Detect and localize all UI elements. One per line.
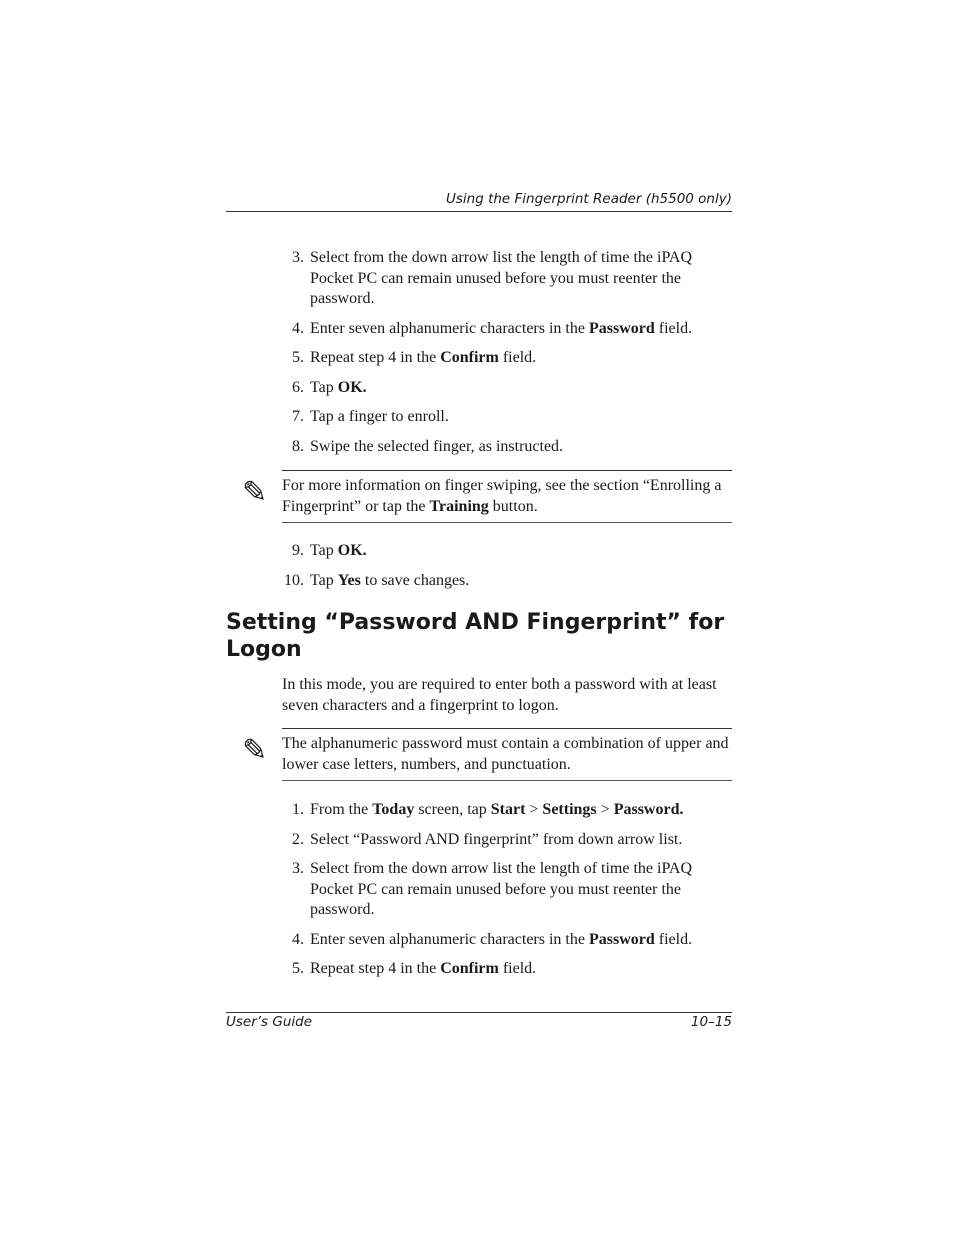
step-number: 7. — [292, 408, 304, 425]
text-run: field. — [654, 319, 693, 337]
note-text — [282, 734, 732, 775]
bold-term: Password. — [613, 801, 684, 818]
step-number: 9. — [292, 542, 304, 559]
list-item — [282, 437, 732, 458]
header-rule — [226, 211, 732, 212]
text-run: field. — [654, 930, 693, 948]
list-item — [282, 407, 732, 428]
pencil-icon: ✎ — [242, 475, 268, 510]
list-item — [282, 541, 732, 562]
step-text — [310, 542, 367, 559]
footer-title: User’s Guide — [226, 1014, 313, 1030]
step-text — [310, 379, 367, 396]
step-text — [310, 859, 720, 921]
step-text — [310, 960, 536, 977]
bold-term: Today — [372, 801, 415, 818]
note-box-2 — [242, 728, 732, 781]
text-run: Select “Password AND fingerprint” from down arrow list. — [310, 830, 683, 848]
step-number: 3. — [292, 860, 304, 877]
text-run: Repeat step 4 in the — [310, 349, 441, 366]
text-run: Enter seven alphanumeric characters in the — [310, 930, 589, 948]
running-head: Using the Fingerprint Reader (h5500 only) — [445, 191, 732, 207]
note-box-1 — [242, 470, 732, 523]
list-item — [282, 959, 732, 980]
text-run: Tap a finger to enroll. — [310, 408, 449, 425]
step-text — [310, 408, 449, 425]
text-run: Tap — [310, 542, 338, 559]
section-intro: In this mode, you are required to enter both a password with at least seven characters and a fingerprint to logon. — [282, 676, 717, 714]
step-number: 4. — [292, 319, 304, 337]
list-item — [282, 348, 732, 369]
text-run: > — [525, 801, 543, 818]
text-run: Enter seven alphanumeric characters in the — [310, 319, 589, 337]
step-list-c — [282, 800, 732, 980]
text-run: Swipe the selected finger, as instructed. — [310, 437, 564, 455]
list-item — [282, 248, 732, 310]
bold-term: Password — [588, 930, 655, 948]
text-run: The alphanumeric password must contain a combination of upper and lower case letters, numbers, and punctuation. — [282, 735, 729, 773]
text-run: field. — [498, 960, 537, 977]
step-text — [310, 320, 692, 337]
step-number: 1. — [292, 801, 304, 818]
step-number: 3. — [292, 249, 304, 266]
step-number: 4. — [292, 930, 304, 948]
bold-term: Confirm — [440, 349, 499, 366]
footer-rule — [226, 1012, 732, 1013]
text-run: Tap — [310, 571, 338, 589]
step-text — [310, 572, 469, 589]
step-number: 6. — [292, 378, 304, 396]
list-item — [282, 378, 732, 399]
text-run: For more information on finger swiping, see the section “Enrolling a Fingerprint” or tap the — [282, 477, 722, 515]
page-number: 10–15 — [690, 1014, 732, 1030]
pencil-icon: ✎ — [242, 733, 268, 768]
section-heading: Setting “Password AND Fingerprint” for Logon — [226, 610, 725, 662]
bold-term: Training — [429, 497, 489, 515]
step-number: 2. — [292, 830, 304, 848]
text-run: > — [596, 801, 614, 818]
list-item — [282, 571, 732, 592]
step-number: 5. — [292, 349, 304, 366]
step-text — [310, 349, 536, 366]
step-text — [310, 801, 683, 818]
bold-term: Start — [490, 801, 526, 818]
step-list-a — [282, 248, 732, 457]
note-rule-top — [282, 470, 732, 471]
bold-term: Yes — [337, 571, 361, 589]
text-run: From the — [310, 801, 373, 818]
step-text — [310, 831, 682, 848]
step-number: 5. — [292, 960, 304, 977]
bold-term: OK. — [337, 378, 367, 396]
note-text — [282, 476, 732, 517]
note-rule-bottom — [282, 522, 732, 523]
list-item — [282, 800, 732, 821]
text-run: Repeat step 4 in the — [310, 960, 441, 977]
text-run: screen, tap — [414, 801, 491, 818]
text-run: to save changes. — [360, 571, 470, 589]
list-item — [282, 319, 732, 340]
bold-term: Password — [588, 319, 655, 337]
bold-term: OK. — [337, 542, 367, 559]
text-run: button. — [488, 497, 538, 515]
note-rule-top — [282, 728, 732, 729]
step-text — [310, 248, 725, 310]
text-run: field. — [498, 349, 537, 366]
list-item — [282, 830, 732, 851]
text-run: Select from the down arrow list the length of time the iPAQ Pocket PC can remain unused before you must reenter the password. — [310, 860, 693, 918]
text-run: Select from the down arrow list the length of time the iPAQ Pocket PC can remain unused before you must reenter the password. — [310, 249, 693, 307]
bold-term: Settings — [542, 801, 597, 818]
text-run: Tap — [310, 378, 338, 396]
step-list-b — [282, 541, 732, 591]
step-number: 10. — [284, 571, 304, 589]
step-text — [310, 931, 692, 948]
step-number: 8. — [292, 437, 304, 455]
bold-term: Confirm — [440, 960, 499, 977]
step-text — [310, 438, 563, 455]
list-item — [282, 930, 732, 951]
note-rule-bottom — [282, 780, 732, 781]
list-item — [282, 859, 732, 921]
